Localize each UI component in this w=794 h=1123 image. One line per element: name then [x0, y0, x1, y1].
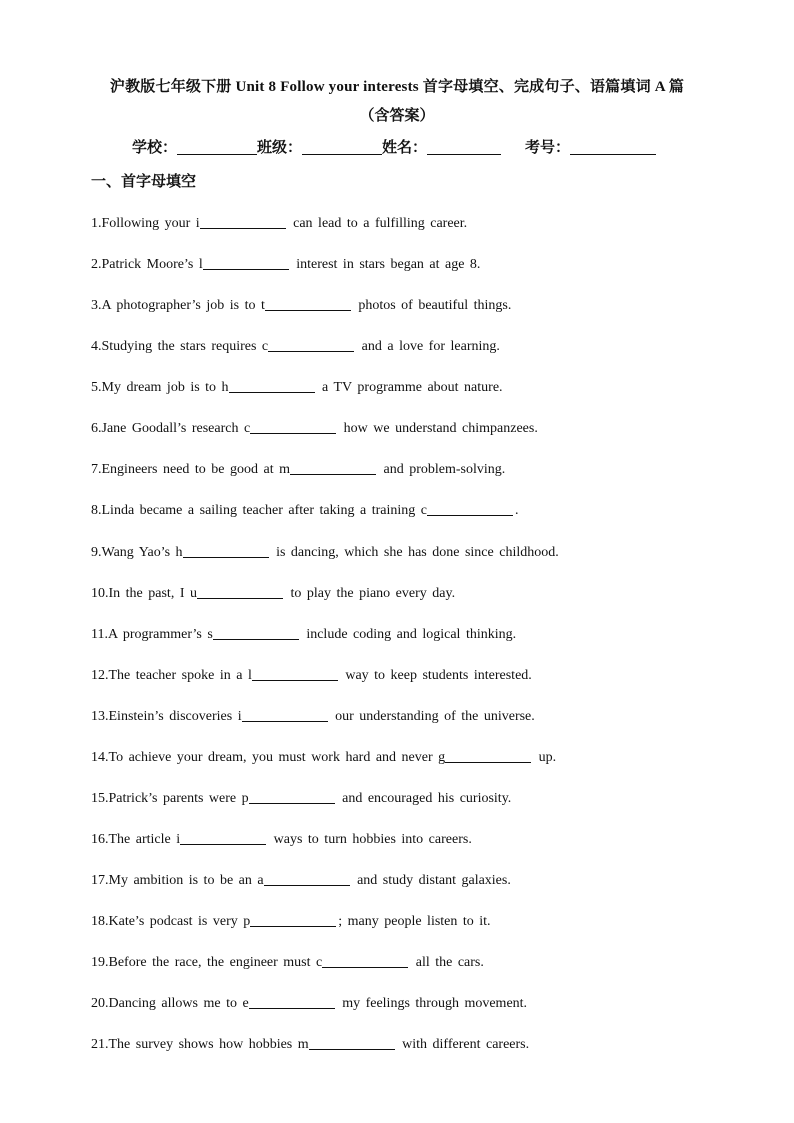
list-item — [91, 625, 516, 645]
answer-blank[interactable] — [250, 912, 336, 927]
question-text: and problem-solving. — [378, 462, 506, 477]
question-text: 18.Kate’s podcast is very p — [91, 914, 251, 929]
answer-blank[interactable] — [180, 830, 266, 845]
list-item — [91, 789, 511, 809]
school-label: 学校： — [132, 140, 178, 156]
answer-blank[interactable] — [427, 501, 513, 516]
question-text: and a love for learning. — [356, 339, 500, 354]
question-text: 15.Patrick’s parents were p — [91, 791, 249, 806]
answer-blank[interactable] — [250, 419, 336, 434]
question-text: our understanding of the universe. — [329, 709, 535, 724]
page-title: 沪教版七年级下册 Unit 8 Follow your interests 首字母填空、完成句子、语篇填词 A 篇 — [109, 79, 685, 95]
number-blank[interactable] — [570, 138, 656, 155]
question-text: up. — [533, 750, 557, 765]
school-blank[interactable] — [177, 138, 257, 155]
list-item — [91, 296, 511, 316]
list-item — [91, 830, 472, 850]
answer-blank[interactable] — [264, 871, 350, 886]
question-text: 13.Einstein’s discoveries i — [91, 709, 242, 724]
question-text: my feelings through movement. — [336, 996, 528, 1011]
list-item — [91, 666, 532, 686]
answer-blank[interactable] — [242, 707, 328, 722]
question-text: include coding and logical thinking. — [300, 627, 517, 642]
question-text: 17.My ambition is to be an a — [91, 873, 264, 888]
answer-blank[interactable] — [183, 543, 269, 558]
list-item — [91, 748, 556, 768]
class-blank[interactable] — [302, 138, 382, 155]
number-label: 考号： — [525, 140, 571, 156]
question-text: how we understand chimpanzees. — [338, 421, 538, 436]
list-item — [91, 953, 484, 973]
question-text: and study distant galaxies. — [351, 873, 511, 888]
question-text: 3.A photographer’s job is to t — [91, 298, 265, 313]
question-text: with different careers. — [396, 1037, 530, 1052]
answer-blank[interactable] — [197, 584, 283, 599]
answer-blank[interactable] — [322, 953, 408, 968]
question-text: ; many people listen to it. — [338, 914, 491, 929]
question-text: 11.A programmer’s s — [91, 627, 213, 642]
question-text: interest in stars began at age 8. — [290, 257, 481, 272]
question-text: 8.Linda became a sailing teacher after taking a training c — [91, 503, 427, 518]
question-text: 5.My dream job is to h — [91, 380, 229, 395]
list-item — [91, 337, 500, 357]
answer-blank[interactable] — [213, 625, 299, 640]
answer-blank[interactable] — [252, 666, 338, 681]
list-item — [91, 255, 480, 275]
class-label: 班级： — [257, 140, 303, 156]
question-text: 16.The article i — [91, 832, 181, 847]
list-item — [91, 378, 503, 398]
list-item — [91, 460, 505, 480]
answer-blank[interactable] — [249, 994, 335, 1009]
list-item — [91, 584, 455, 604]
name-blank[interactable] — [427, 138, 501, 155]
question-text: to play the piano every day. — [284, 586, 456, 601]
question-text: 12.The teacher spoke in a l — [91, 668, 252, 683]
question-text: can lead to a fulfilling career. — [287, 216, 468, 231]
question-text: 21.The survey shows how hobbies m — [91, 1037, 309, 1052]
question-text: 19.Before the race, the engineer must c — [91, 955, 323, 970]
name-label: 姓名： — [382, 140, 428, 156]
answer-blank[interactable] — [200, 214, 286, 229]
question-text: is dancing, which she has done since childhood. — [270, 545, 559, 560]
student-info-line — [132, 136, 656, 160]
list-item — [91, 871, 511, 891]
answer-blank[interactable] — [445, 748, 531, 763]
question-text: 9.Wang Yao’s h — [91, 545, 183, 560]
question-text: photos of beautiful things. — [352, 298, 512, 313]
list-item — [91, 912, 491, 932]
question-text: 10.In the past, I u — [91, 586, 197, 601]
list-item — [91, 419, 538, 439]
list-item — [91, 707, 535, 727]
question-text: and encouraged his curiosity. — [336, 791, 512, 806]
answer-blank[interactable] — [229, 378, 315, 393]
section-heading: 一、首字母填空 — [91, 174, 197, 190]
question-text: 20.Dancing allows me to e — [91, 996, 249, 1011]
question-text: 7.Engineers need to be good at m — [91, 462, 291, 477]
list-item — [91, 501, 518, 521]
question-text: ways to turn hobbies into careers. — [268, 832, 472, 847]
question-text: 2.Patrick Moore’s l — [91, 257, 203, 272]
page-subtitle: （含答案） — [359, 108, 435, 124]
question-text: 6.Jane Goodall’s research c — [91, 421, 251, 436]
question-text: way to keep students interested. — [339, 668, 532, 683]
list-item — [91, 543, 559, 563]
question-text: all the cars. — [410, 955, 484, 970]
answer-blank[interactable] — [265, 296, 351, 311]
list-item — [91, 214, 467, 234]
answer-blank[interactable] — [309, 1035, 395, 1050]
question-text: . — [514, 503, 519, 518]
answer-blank[interactable] — [203, 255, 289, 270]
question-text: a TV programme about nature. — [316, 380, 503, 395]
answer-blank[interactable] — [268, 337, 354, 352]
answer-blank[interactable] — [290, 460, 376, 475]
list-item — [91, 1035, 529, 1055]
question-text: 4.Studying the stars requires c — [91, 339, 269, 354]
list-item — [91, 994, 527, 1014]
question-text: 1.Following your i — [91, 216, 200, 231]
answer-blank[interactable] — [249, 789, 335, 804]
question-text: 14.To achieve your dream, you must work hard and never g — [91, 750, 446, 765]
